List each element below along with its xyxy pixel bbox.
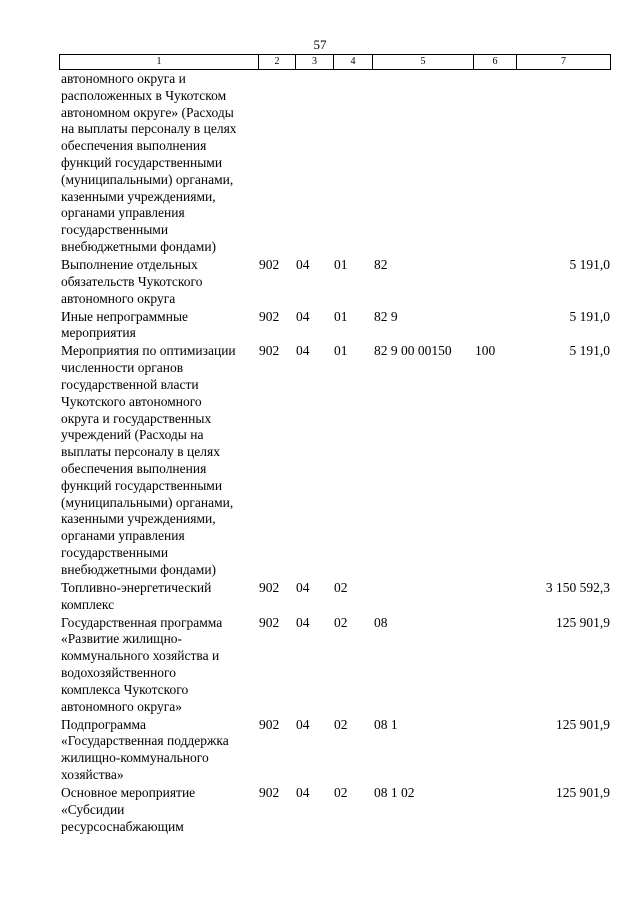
description-line: мероприятия [61,325,136,341]
amount: 125 901,9 [556,716,610,732]
description-line: внебюджетными фондами) [61,561,217,577]
row-description [61,717,257,784]
section-code: 04 [296,579,310,595]
description-line: «Развитие жилищно- [61,631,183,647]
header-col-4: 4 [334,55,373,70]
header-col-5: 5 [373,55,474,70]
table-row [0,71,640,257]
description-line: учреждений (Расходы на [61,427,204,443]
description-line: функций государственными [61,477,223,493]
header-col-6: 6 [474,55,517,70]
admin-code: 902 [259,784,280,800]
description-line: государственными [61,222,169,238]
row-description [61,615,257,716]
section-code: 04 [296,308,310,324]
subsection-code: 01 [334,257,348,272]
table-row [0,717,640,785]
description-line: расположенных в Чукотском [61,87,227,103]
row-description [61,580,257,614]
description-line: комплекс [61,596,115,612]
row-description [61,785,257,835]
target-article-code: 82 9 00 00150 [374,343,452,359]
description-line: Иные непрограммные [61,308,189,324]
description-line: хозяйства» [61,766,124,782]
table-row [0,309,640,344]
description-line: государственными [61,544,169,560]
row-description [61,343,257,578]
description-line: численности органов [61,360,184,376]
description-line: комплекса Чукотского [61,681,189,697]
description-line: обеспечения выполнения [61,138,207,154]
subsection-code: 02 [334,716,348,732]
description-line: округа и государственных [61,410,212,426]
section-code: 04 [296,614,310,630]
section-code: 04 [296,716,310,732]
admin-code: 902 [259,257,280,272]
description-line: Топливно-энергетический [61,579,212,595]
description-line: Выполнение отдельных [61,257,198,272]
table-row [0,615,640,717]
description-line: Государственная программа [61,614,223,630]
header-col-2: 2 [259,55,296,70]
description-line: «Государственная поддержка [61,733,229,749]
description-line: жилищно-коммунального [61,750,209,766]
description-line: государственной власти [61,376,199,392]
description-line: (муниципальными) органами, [61,171,234,187]
table-row [0,580,640,615]
amount: 125 901,9 [556,614,610,630]
description-line: казенными учреждениями, [61,511,216,527]
subsection-code: 02 [334,579,348,595]
description-line: автономного округа [61,290,176,306]
table-row [0,785,640,837]
header-col-7: 7 [517,55,611,70]
description-line: Мероприятия по оптимизации [61,343,236,359]
description-line: коммунального хозяйства и [61,648,220,664]
subsection-code: 02 [334,784,348,800]
expense-type-code: 100 [475,343,496,359]
description-line: Чукотского автономного [61,393,202,409]
description-line: выплаты персоналу в целях [61,444,220,460]
description-line: ресурсоснабжающим [61,818,184,834]
description-line: автономного округа» [61,698,182,714]
description-line: «Субсидии [61,801,125,817]
admin-code: 902 [259,579,280,595]
description-line: (муниципальными) органами, [61,494,234,510]
table-row [0,343,640,579]
admin-code: 902 [259,308,280,324]
admin-code: 902 [259,343,280,359]
section-code: 04 [296,784,310,800]
admin-code: 902 [259,716,280,732]
target-article-code: 08 [374,614,388,630]
amount: 3 150 592,3 [545,579,610,595]
description-line: на выплаты персоналу в целях [61,121,237,137]
table-header [59,54,611,70]
section-code: 04 [296,343,310,359]
target-article-code: 08 1 02 [374,784,415,800]
amount: 5 191,0 [569,343,610,359]
description-line: органами управления [61,205,185,221]
amount: 5 191,0 [569,257,610,272]
description-line: внебюджетными фондами) [61,238,217,254]
target-article-code: 08 1 [374,716,398,732]
description-line: обеспечения выполнения [61,460,207,476]
amount: 5 191,0 [569,308,610,324]
description-line: органами управления [61,528,185,544]
target-article-code: 82 9 [374,308,398,324]
table-body [0,71,640,837]
description-line: обязательств Чукотского [61,273,203,289]
description-line: водохозяйственного [61,664,177,680]
description-line: Подпрограмма [61,716,146,732]
header-col-3: 3 [296,55,334,70]
section-code: 04 [296,257,310,272]
subsection-code: 02 [334,614,348,630]
subsection-code: 01 [334,308,348,324]
description-line: Основное мероприятие [61,784,196,800]
admin-code: 902 [259,614,280,630]
amount: 125 901,9 [556,784,610,800]
header-col-1: 1 [60,55,259,70]
row-description [61,257,257,307]
subsection-code: 01 [334,343,348,359]
page-number: 57 [313,37,327,52]
table-row [0,257,640,309]
description-line: автономном округе» (Расходы [61,104,234,120]
description-line: функций государственными [61,154,223,170]
row-description [61,309,257,343]
header-row [60,55,611,70]
row-description [61,71,257,256]
description-line: автономного округа и [61,71,186,86]
description-line: казенными учреждениями, [61,188,216,204]
target-article-code: 82 [374,257,388,272]
